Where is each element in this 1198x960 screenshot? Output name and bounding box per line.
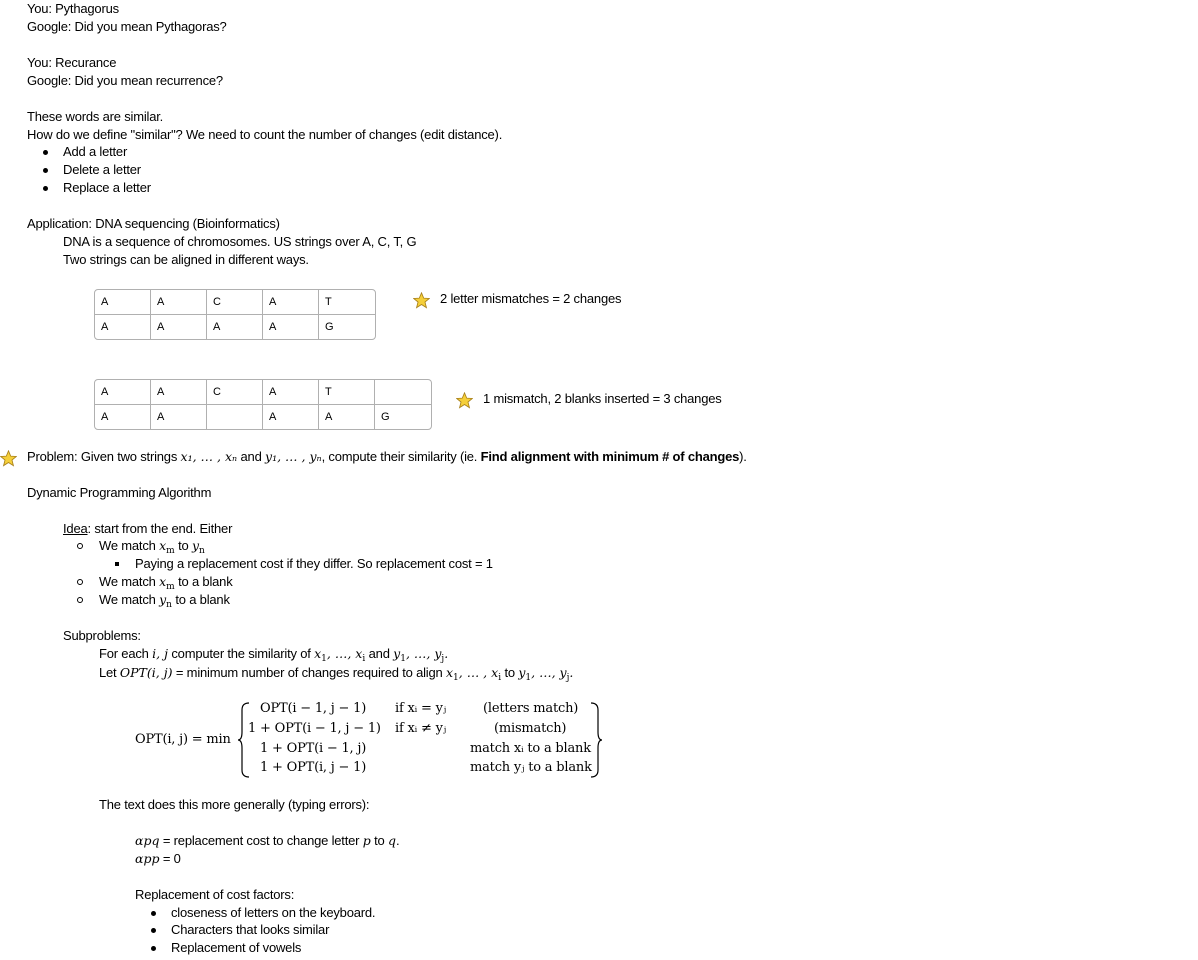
star-icon	[456, 392, 473, 409]
star-icon	[0, 450, 17, 467]
star-icon	[413, 292, 430, 309]
dna-cell	[207, 405, 263, 429]
bullet-dot	[43, 168, 48, 173]
idea-label: Idea	[63, 521, 88, 536]
dna-cell: A	[151, 315, 207, 339]
problem-prefix: Problem: Given two strings	[27, 449, 181, 464]
recurrence-note-1: (letters match)	[483, 701, 579, 716]
alpha-pq-text: = replacement cost to change letter	[159, 833, 363, 848]
recurrence-lhs-text: OPT(i, j) = min	[135, 732, 231, 747]
recurrence-note-4: match yⱼ to a blank	[470, 760, 592, 775]
application-heading: Application: DNA sequencing (Bioinformatics)	[27, 216, 280, 231]
application-line-1: DNA is a sequence of chromosomes. US strings over A, C, T, G	[63, 234, 417, 249]
math-xm: $x_m$	[159, 574, 175, 592]
bullet-circle	[77, 597, 83, 603]
recurrence-expr-1: OPT(i − 1, j − 1)	[260, 701, 367, 716]
op-add: Add a letter	[63, 144, 128, 159]
option-1-text-b: to	[174, 538, 192, 553]
dna-cell: A	[151, 405, 207, 429]
problem-suffix: ).	[739, 449, 747, 464]
bullet-dot	[43, 186, 48, 191]
recurrence-note-3: match xᵢ to a blank	[470, 741, 591, 756]
bullet-dot	[151, 946, 156, 951]
op-delete: Delete a letter	[63, 162, 141, 177]
line-similar: These words are similar.	[27, 109, 164, 124]
alignment-2-note: 1 mismatch, 2 blanks inserted = 3 changes	[483, 391, 722, 406]
dna-cell: A	[263, 405, 319, 429]
application-line-2: Two strings can be aligned in different ways.	[63, 252, 309, 267]
dp-heading: Dynamic Programming Algorithm	[27, 485, 212, 500]
dna-cell: G	[325, 321, 334, 333]
dna-cell: T	[325, 296, 332, 308]
alpha-pp-line	[135, 851, 181, 867]
option-3-text-a: We match	[99, 592, 160, 607]
dna-cell: A	[95, 315, 151, 339]
bullet-dot	[151, 911, 156, 916]
subproblems-let	[99, 665, 573, 686]
problem-middle: , compute their similarity (ie.	[321, 449, 481, 464]
recurrence-expr-3: 1 + OPT(i − 1, j)	[260, 741, 367, 756]
alpha-pq-to: to	[370, 833, 388, 848]
dna-cell: G	[381, 411, 390, 423]
math-q: q	[387, 833, 396, 848]
dna-cell	[375, 380, 431, 404]
recurrence-expr-4: 1 + OPT(i, j − 1)	[260, 760, 367, 775]
problem-statement	[27, 449, 747, 465]
recurrence-cond-1: if xᵢ = yⱼ	[395, 701, 446, 716]
math-xm: $x_m$	[159, 538, 175, 556]
alignment-2-bottom-row	[95, 404, 431, 429]
recurrence-expr-2: 1 + OPT(i − 1, j − 1)	[248, 721, 381, 736]
idea-text: : start from the end. Either	[87, 521, 233, 536]
factors-heading: Replacement of cost factors:	[135, 887, 295, 902]
alignment-1-top-row	[95, 290, 375, 314]
bullet-square	[115, 562, 119, 566]
dna-cell: A	[95, 380, 151, 404]
for-each-text-c: and	[365, 646, 394, 661]
dna-cell: A	[95, 405, 151, 429]
line-google-1: Google: Did you mean Pythagoras?	[27, 19, 227, 34]
math-yn: $y_n$	[191, 538, 205, 556]
dna-cell: T	[319, 380, 375, 404]
line-define-similar: How do we define "similar"? We need to count the number of changes (edit distance).	[27, 127, 503, 142]
factor-keyboard: closeness of letters on the keyboard.	[171, 905, 376, 920]
math-y-prefix: $y_1$, …, $y_j$.	[393, 646, 449, 664]
let-text-b: = minimum number of changes required to align	[172, 665, 446, 680]
line-you-1: You: Pythagorus	[27, 1, 119, 16]
recurrence-note-2: (mismatch)	[494, 721, 567, 736]
alignment-table-1	[94, 289, 376, 340]
dna-cell: C	[207, 380, 263, 404]
general-text: The text does this more generally (typing errors):	[99, 797, 370, 812]
dna-cell: A	[263, 315, 319, 339]
recurrence-lhs	[135, 732, 231, 747]
line-google-2: Google: Did you mean recurrence?	[27, 73, 223, 88]
problem-x-sequence: x₁, … , xₙ	[180, 449, 238, 464]
factor-vowels: Replacement of vowels	[171, 940, 302, 955]
math-alpha-pp: αpp	[135, 851, 160, 866]
alpha-pp-text: = 0	[159, 851, 181, 866]
bullet-circle	[77, 579, 83, 585]
recurrence-cond-2: if xᵢ ≠ yⱼ	[395, 721, 446, 736]
dna-cell: A	[151, 380, 207, 404]
dna-cell: A	[151, 290, 207, 314]
factor-similar-characters: Characters that looks similar	[171, 922, 330, 937]
subproblems-heading: Subproblems:	[63, 628, 141, 643]
alignment-table-2	[94, 379, 432, 430]
math-alpha-pq: αpq	[135, 833, 160, 848]
option-3-text-b: to a blank	[171, 592, 230, 607]
for-each-text-a: For each	[99, 646, 153, 661]
bullet-circle	[77, 543, 83, 549]
problem-y-sequence: y₁, … , yₙ	[265, 449, 322, 464]
math-ij: i, j	[152, 646, 168, 661]
alpha-pq-line: αpq = replacement cost to change letter p to q.	[135, 833, 400, 848]
problem-and: and	[237, 449, 266, 464]
dna-cell: A	[263, 290, 319, 314]
dna-cell: A	[263, 380, 319, 404]
math-y-prefix: $y_1$, …, $y_j$.	[518, 665, 574, 683]
option-match-yn-blank	[99, 592, 230, 613]
math-x-prefix: $x_1$, …, $x_i$	[314, 646, 366, 664]
math-opt-ij: OPT(i, j)	[119, 665, 173, 680]
dna-cell: A	[207, 315, 263, 339]
subproblems-for-each	[99, 646, 448, 667]
idea-line	[63, 521, 232, 537]
left-brace-icon	[237, 702, 251, 778]
dna-cell: A	[319, 405, 375, 429]
option-1-sub: Paying a replacement cost if they differ. So replacement cost = 1	[135, 556, 493, 571]
option-2-text-a: We match	[99, 574, 160, 589]
alignment-2-top-row	[95, 380, 431, 404]
alignment-1-bottom-row	[95, 314, 375, 339]
option-2-text-b: to a blank	[174, 574, 233, 589]
let-text-a: Let	[99, 665, 120, 680]
math-p: p	[362, 833, 371, 848]
dna-cell: C	[207, 290, 263, 314]
bullet-dot	[151, 928, 156, 933]
bullet-dot	[43, 150, 48, 155]
for-each-text-b: computer the similarity of	[167, 646, 315, 661]
problem-bold-goal: Find alignment with minimum # of changes	[480, 449, 740, 464]
option-1-text-a: We match	[99, 538, 160, 553]
alignment-1-note: 2 letter mismatches = 2 changes	[440, 291, 622, 306]
right-brace-icon	[589, 702, 603, 778]
let-text-c: to	[501, 665, 519, 680]
dna-cell: A	[95, 290, 151, 314]
line-you-2: You: Recurance	[27, 55, 117, 70]
math-x-prefix: $x_1$, … , $x_i$	[445, 665, 502, 683]
math-yn: $y_n$	[159, 592, 172, 610]
op-replace: Replace a letter	[63, 180, 151, 195]
